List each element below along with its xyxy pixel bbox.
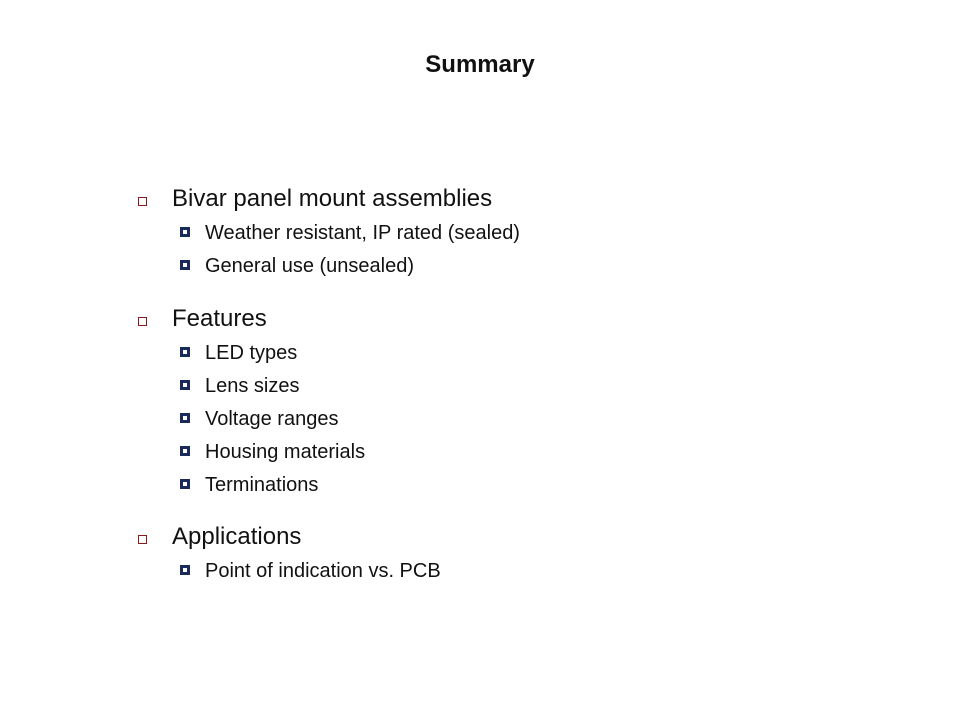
- level2-item: [138, 216, 918, 249]
- bullet-text: LED types: [205, 342, 298, 364]
- bullet-text: Point of indication vs. PCB: [205, 560, 441, 582]
- bullet-text: General use (unsealed): [205, 255, 415, 277]
- bullet-text: Weather resistant, IP rated (sealed): [205, 222, 520, 244]
- square-bullet-icon: [180, 260, 190, 270]
- square-bullet-icon: [180, 479, 190, 489]
- level2-item: [138, 554, 918, 587]
- square-bullet-icon: [180, 380, 190, 390]
- square-bullet-icon: [180, 446, 190, 456]
- section-features: [138, 300, 918, 501]
- section-panel-mount: [138, 180, 918, 282]
- square-bullet-icon: [180, 227, 190, 237]
- bullet-text: Housing materials: [205, 441, 366, 463]
- level2-item: [138, 402, 918, 435]
- square-bullet-icon: [180, 413, 190, 423]
- hollow-square-bullet-icon: [138, 197, 147, 206]
- level2-item: [138, 435, 918, 468]
- level2-item: [138, 369, 918, 402]
- bullet-text: Terminations: [205, 474, 319, 496]
- hollow-square-bullet-icon: [138, 317, 147, 326]
- hollow-square-bullet-icon: [138, 535, 147, 544]
- level2-item: [138, 468, 918, 501]
- level2-item: [138, 336, 918, 369]
- bullet-text: Lens sizes: [205, 375, 300, 397]
- level2-item: [138, 249, 918, 282]
- section-heading: Bivar panel mount assemblies: [172, 185, 493, 212]
- slide-title: Summary: [425, 51, 535, 78]
- section-applications: [138, 518, 918, 587]
- level1-item: [138, 180, 918, 216]
- bullet-text: Voltage ranges: [205, 408, 339, 430]
- square-bullet-icon: [180, 347, 190, 357]
- level1-item: [138, 300, 918, 336]
- level1-item: [138, 518, 918, 554]
- section-heading: Applications: [172, 523, 302, 550]
- section-heading: Features: [172, 305, 267, 332]
- square-bullet-icon: [180, 565, 190, 575]
